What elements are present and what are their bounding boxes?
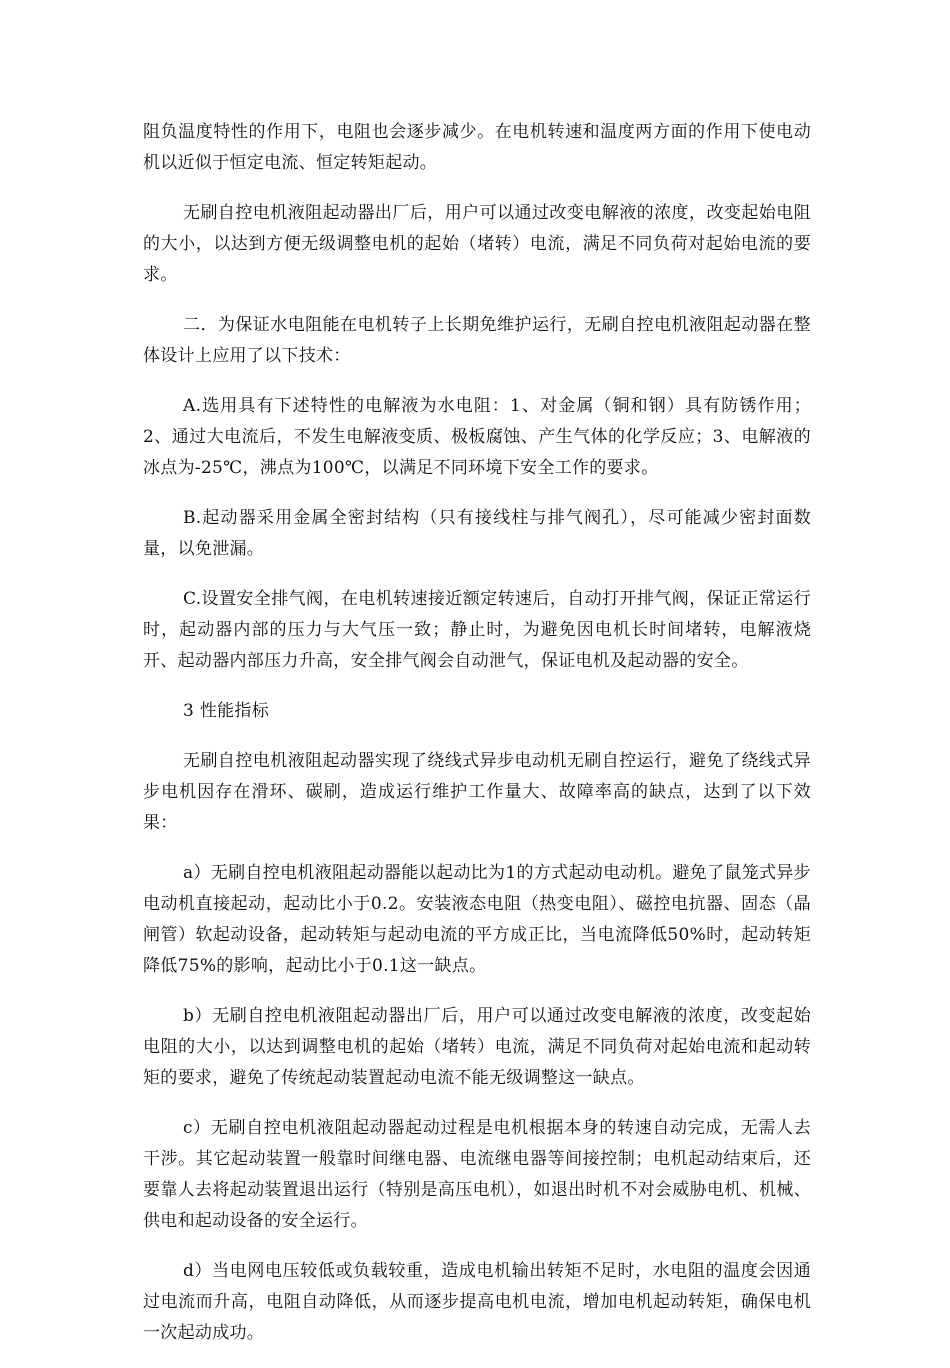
paragraph-initial-resistance: 无刷自控电机液阻起动器出厂后，用户可以通过改变电解液的浓度，改变起始电阻的大小，以达到方便无级调整电机的起始（堵转）电流，满足不同负荷对起始电流的要求。 [143, 203, 811, 285]
paragraph-effect-b: b）无刷自控电机液阻起动器出厂后，用户可以通过改变电解液的浓度，改变起始电阻的大小，以达到调整电机的起始（堵转）电流，满足不同负荷对起始电流和起动转矩的要求，避免了传统起动装置起动电流不能无级调整这一缺点。 [143, 1006, 811, 1088]
paragraph-effect-d: d）当电网电压较低或负载较重，造成电机输出转矩不足时，水电阻的温度会因通过电流而升高，电阻自动降低，从而逐步提高电机电流，增加电机起动转矩，确保电机一次起动成功。 [143, 1261, 811, 1343]
paragraph-item-b: B.起动器采用金属全密封结构（只有接线柱与排气阀孔），尽可能减少密封面数量，以免泄漏。 [143, 508, 811, 559]
document-body [143, 117, 811, 1368]
paragraph-effect-c: c）无刷自控电机液阻起动器起动过程是电机根据本身的转速自动完成，无需人去干涉。其它起动装置一般靠时间继电器、电流继电器等间接控制；电机起动结束后，还要靠人去将起动装置退出运行（特别是高压电机），如退出时机不对会威胁电机、机械、供电和起动设备的安全运行。 [143, 1118, 811, 1231]
paragraph-effect-a: a）无刷自控电机液阻起动器能以起动比为1的方式起动电动机。避免了鼠笼式异步电动机直接起动，起动比小于0.2。安装液态电阻（热变电阻）、磁控电抗器、固态（晶闸管）软起动设备，起动转矩与起动电流的平方成正比，当电流降低50%时，起动转矩降低75%的影响，起动比小于0.1这一缺点。 [143, 863, 811, 976]
paragraph-item-a: A.选用具有下述特性的电解液为水电阻：1、对金属（铜和钢）具有防锈作用；2、通过大电流后，不发生电解液变质、极板腐蚀、产生气体的化学反应；3、电解液的冰点为-25℃，沸点为100℃，以满足不同环境下安全工作的要求。 [143, 396, 811, 478]
paragraph-item-c: C.设置安全排气阀，在电机转速接近额定转速后，自动打开排气阀，保证正常运行时，起动器内部的压力与大气压一致；静止时，为避免因电机长时间堵转，电解液烧开、起动器内部压力升高，安全排气阀会自动泄气，保证电机及起动器的安全。 [143, 589, 811, 671]
paragraph-continuation: 阻负温度特性的作用下，电阻也会逐步减少。在电机转速和温度两方面的作用下使电动机以近似于恒定电流、恒定转矩起动。 [143, 122, 811, 173]
section-heading-performance: 3 性能指标 [183, 701, 270, 721]
paragraph-performance-intro: 无刷自控电机液阻起动器实现了绕线式异步电动机无刷自控运行，避免了绕线式异步电机因存在滑环、碳刷，造成运行维护工作量大、故障率高的缺点，达到了以下效果： [143, 751, 811, 833]
paragraph-section-two: 二．为保证水电阻能在电机转子上长期免维护运行，无刷自控电机液阻起动器在整体设计上应用了以下技术： [143, 315, 811, 366]
